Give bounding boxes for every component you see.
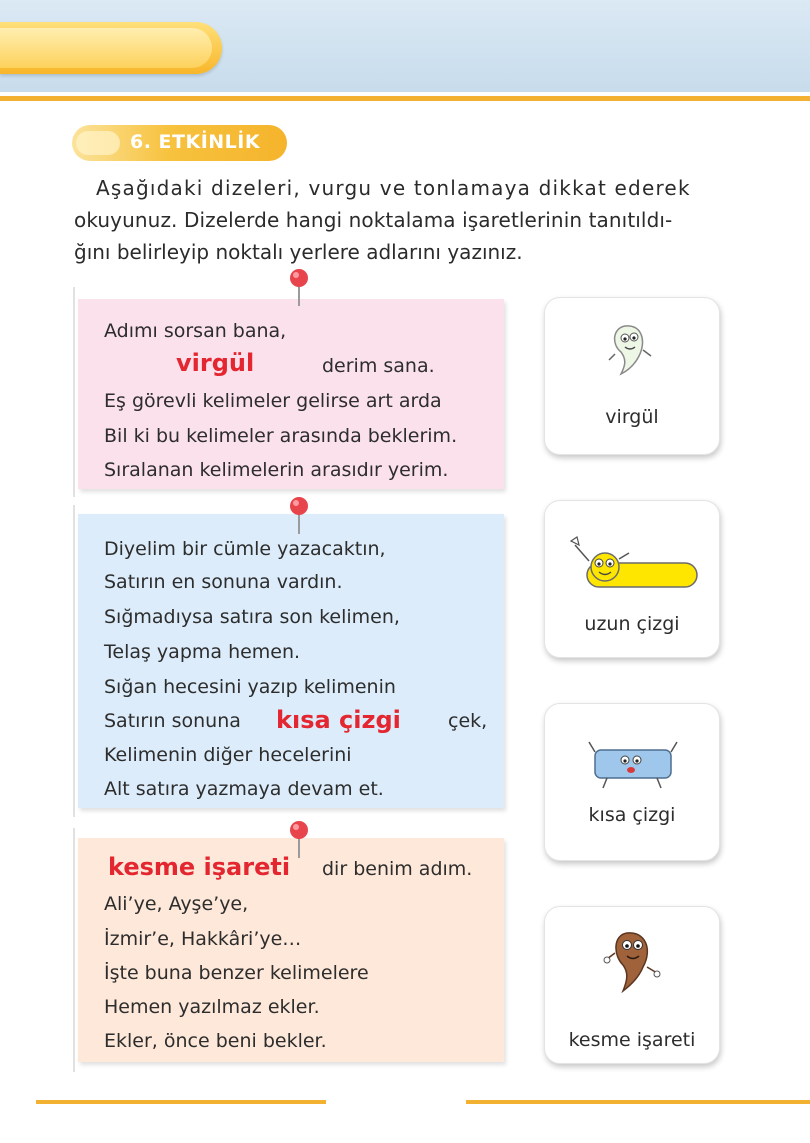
card-label: virgül: [605, 406, 659, 428]
poem-line: Alt satıra yazmaya devam et.: [104, 778, 384, 800]
poem-line: Eş görevli kelimeler gelirse art arda: [104, 390, 442, 412]
footer-divider: [36, 1100, 326, 1104]
footer-divider: [466, 1100, 810, 1104]
instructions-paragraph: [74, 172, 718, 268]
poem-line: Telaş yapma hemen.: [104, 641, 301, 663]
answer-text: virgül: [176, 349, 255, 377]
poem-line: Sığmadıysa satıra son kelimen,: [104, 606, 400, 628]
instructions-line: ğını belirleyip noktalı yerlere adlarını yazınız.: [74, 240, 523, 264]
poem-line: Ali’ye, Ayşe’ye,: [104, 893, 249, 915]
poem-line: derim sana.: [322, 355, 435, 377]
poem-line: Satırın sonuna: [104, 710, 241, 732]
poem-line: Satırın en sonuna vardın.: [104, 571, 343, 593]
card-label: kısa çizgi: [588, 804, 676, 826]
poem-line: İzmir’e, Hakkâri’ye…: [104, 928, 302, 950]
poem-line: İşte buna benzer kelimelere: [104, 962, 369, 984]
poem-line: Diyelim bir cümle yazacaktın,: [104, 538, 386, 560]
poem-line: Ekler, önce beni bekler.: [104, 1030, 327, 1052]
poem-line: Sıralanan kelimelerin arasıdır yerim.: [104, 459, 449, 481]
comma-character-icon: [603, 320, 659, 380]
answer-text: kesme işareti: [108, 853, 291, 881]
page-edge-line: [73, 505, 75, 817]
poem-line: Adımı sorsan bana,: [104, 320, 287, 342]
poem-line: Kelimenin diğer hecelerini: [104, 744, 352, 766]
card-label: kesme işareti: [568, 1029, 696, 1051]
poem-line: Hemen yazılmaz ekler.: [104, 996, 320, 1018]
pushpin-icon: [288, 820, 310, 860]
card-uzun-cizgi: [544, 500, 720, 658]
card-kesme-isareti: [544, 906, 720, 1064]
poem-line: Sığan hecesini yazıp kelimenin: [104, 676, 396, 698]
page-edge-line: [73, 287, 75, 497]
poem-line: çek,: [448, 710, 488, 732]
card-label: uzun çizgi: [584, 613, 680, 635]
long-dash-character-icon: [565, 531, 701, 593]
poem-line: dir benim adım.: [322, 858, 473, 880]
header-divider: [0, 96, 810, 101]
pushpin-icon: [288, 496, 310, 536]
activity-title: 6. ETKİNLİK: [130, 131, 261, 153]
pushpin-icon: [288, 268, 310, 308]
instructions-line: Aşağıdaki dizeleri, vurgu ve tonlamaya dikkat ederek: [96, 176, 691, 200]
apostrophe-character-icon: [603, 927, 663, 997]
card-virgul: [544, 297, 720, 455]
instructions-line: okuyunuz. Dizelerde hangi noktalama işaretlerinin tanıtıldı-: [74, 208, 673, 232]
header-tab-highlight: [0, 28, 212, 68]
activity-icon: [76, 131, 120, 155]
card-kisa-cizgi: [544, 703, 720, 861]
poem-line: Bil ki bu kelimeler arasında beklerim.: [104, 425, 458, 447]
page-edge-line: [73, 828, 75, 1072]
answer-text: kısa çizgi: [276, 706, 401, 734]
short-dash-character-icon: [587, 738, 679, 790]
